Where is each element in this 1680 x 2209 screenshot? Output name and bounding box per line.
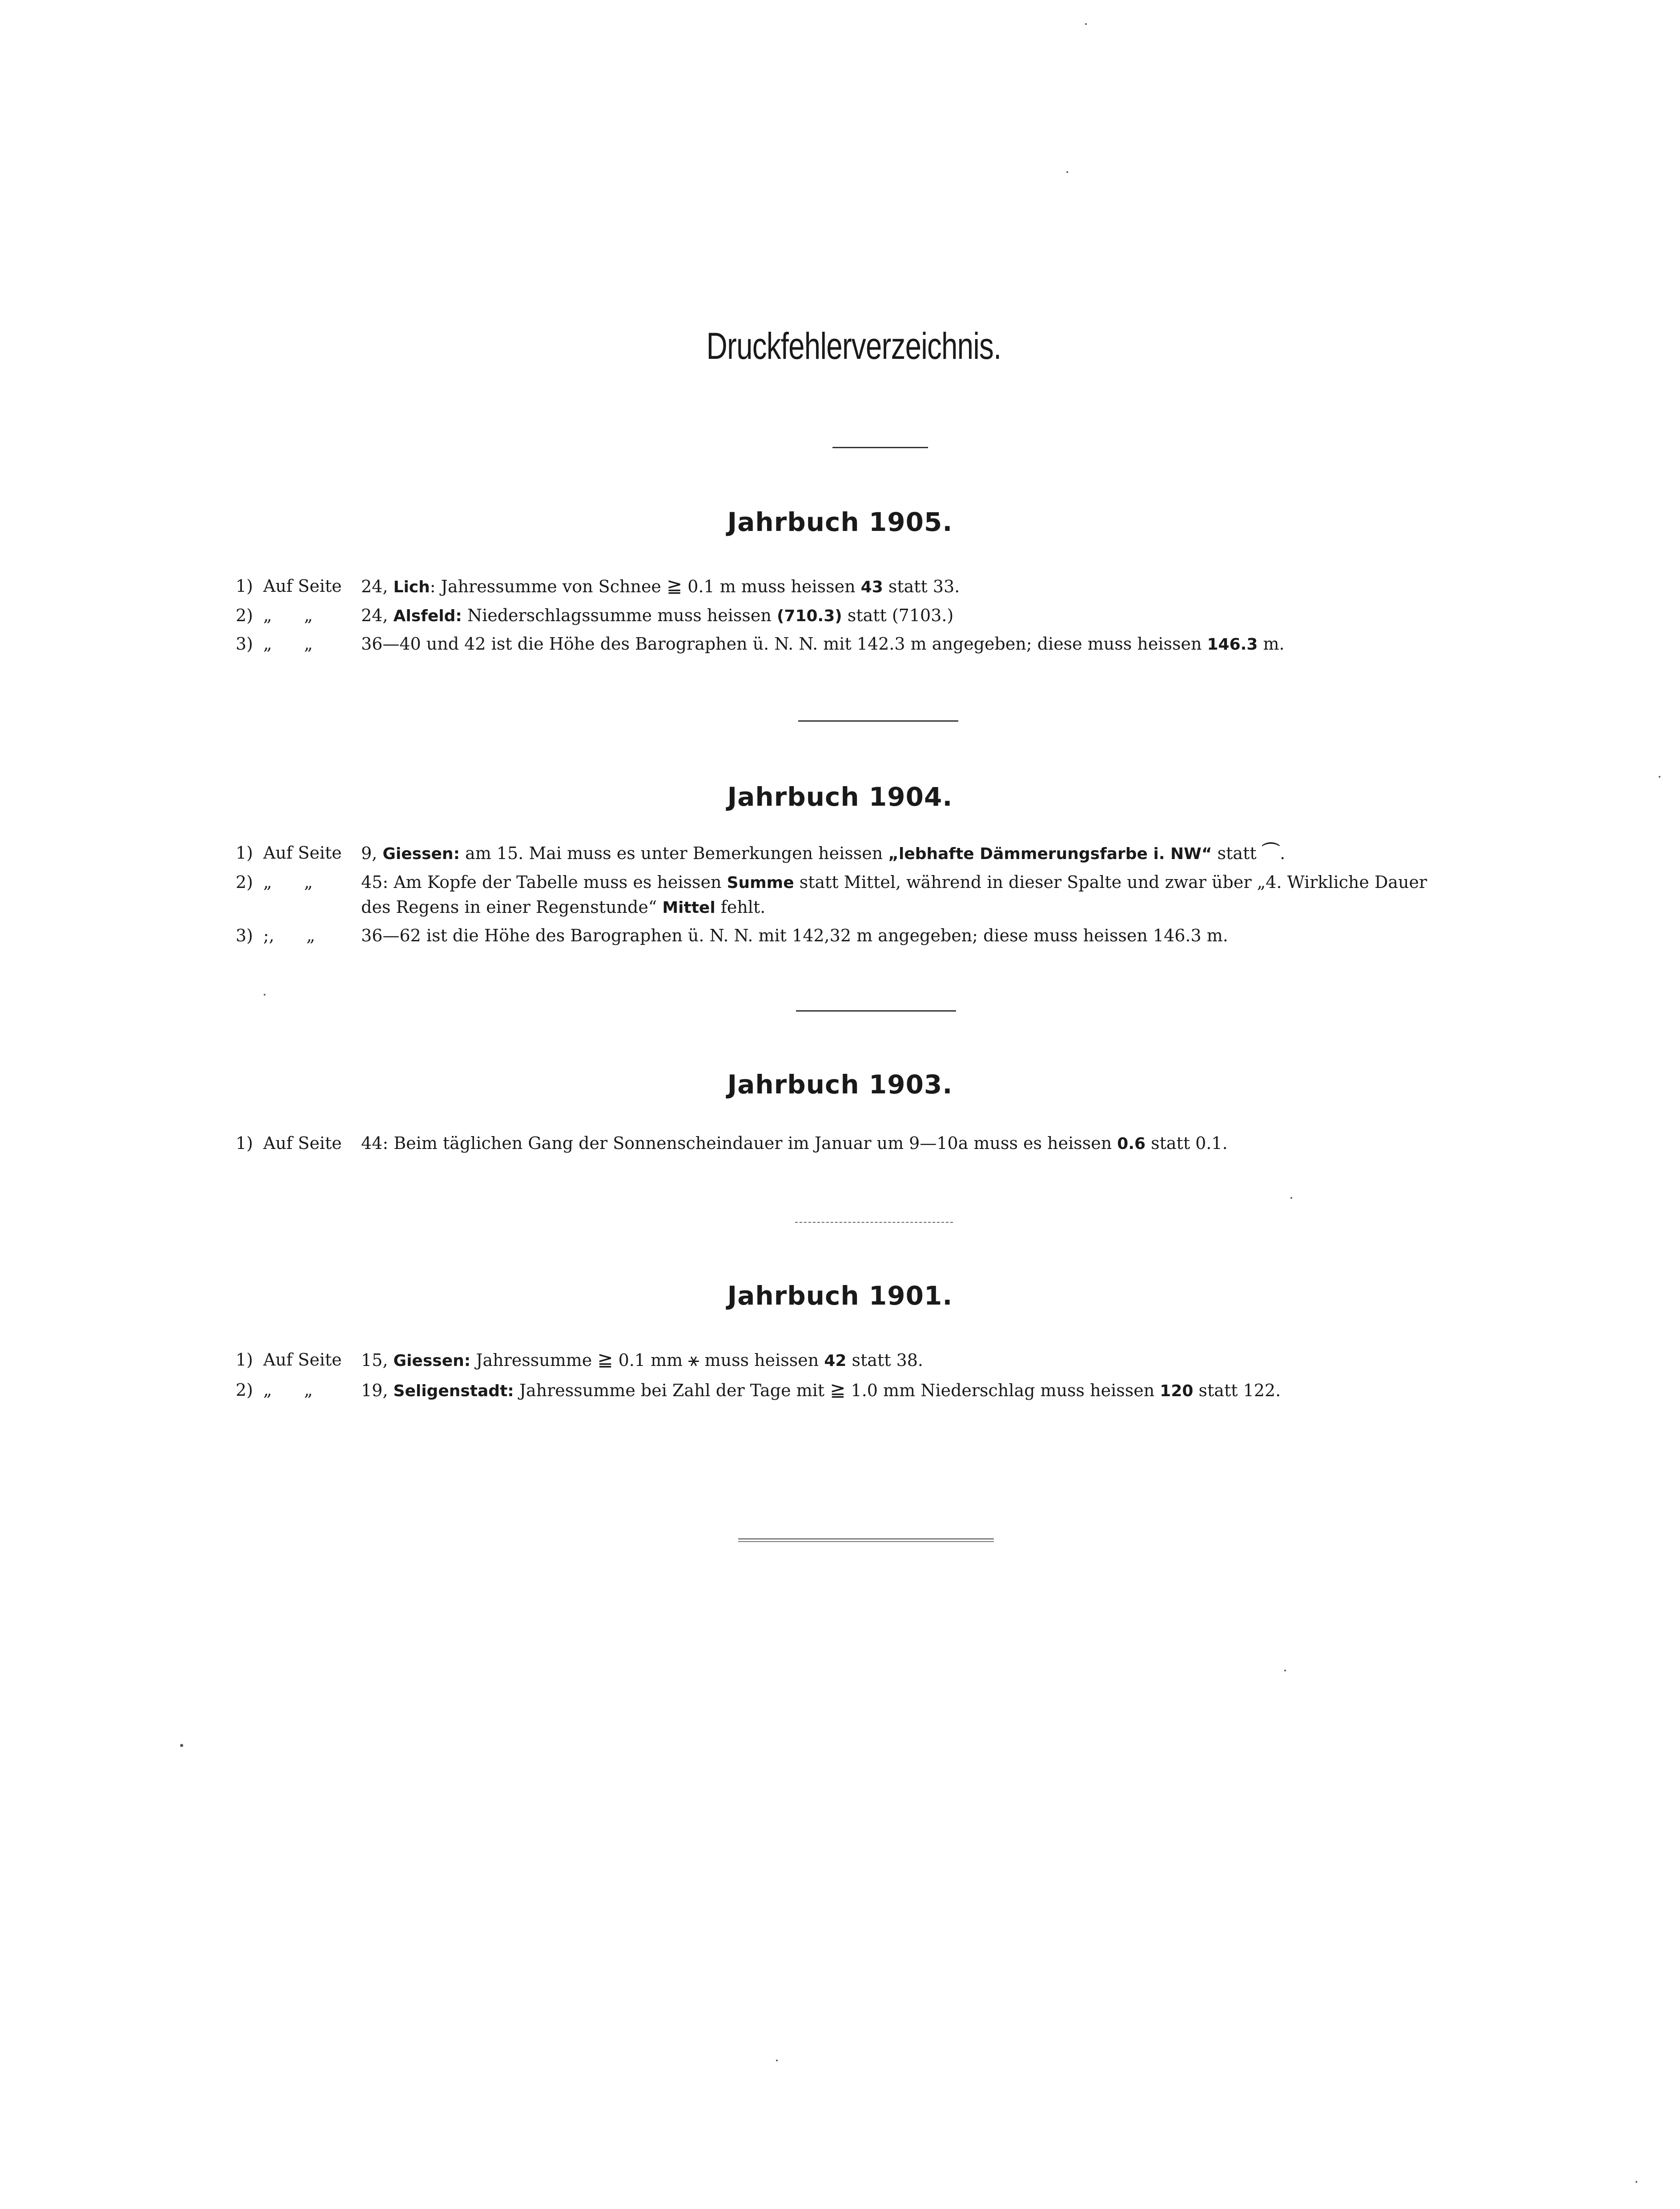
divider-1903 (795, 1222, 953, 1223)
scan-speck (1659, 776, 1660, 778)
divider-1904 (796, 1010, 956, 1012)
greater-equal-icon: ≧ (597, 1349, 613, 1370)
scan-speck (180, 1744, 183, 1747)
scan-speck (1636, 2181, 1637, 2183)
entry-page-ref: Auf Seite (263, 1133, 342, 1153)
section-heading-1905: Jahrbuch 1905. (727, 507, 953, 537)
entry-number: 1) (236, 1350, 253, 1370)
entry-continuation: des Regens in einer Regenstunde“ Mittel fehlt. (361, 897, 766, 917)
entry-number: 1) (236, 576, 253, 596)
entry-page-ref: Auf Seite (263, 1350, 342, 1370)
entry-page-ref: ;, „ (263, 926, 315, 945)
twilight-arc-icon: ⏜ (1262, 842, 1280, 864)
entry-page-ref: Auf Seite (263, 843, 342, 863)
entry-content: 36—40 und 42 ist die Höhe des Barographen ü. N. N. mit 142.3 m angegeben; diese muss heissen 146.3 m. (361, 634, 1285, 654)
entry-number: 2) (236, 1380, 253, 1400)
entry-number: 1) (236, 1133, 253, 1153)
page-title: Druckfehlerverzeichnis. (706, 325, 1001, 367)
greater-equal-icon: ≧ (830, 1379, 846, 1401)
section-heading-1901: Jahrbuch 1901. (727, 1281, 953, 1311)
entry-content: 19, Seligenstadt: Jahressumme bei Zahl der Tage mit ≧ 1.0 mm Niederschlag muss heissen 120 statt 122. (361, 1379, 1281, 1401)
snow-star-icon: ⚹ (688, 1349, 699, 1370)
entry-content: 24, Lich: Jahressumme von Schnee ≧ 0.1 m muss heissen 43 statt 33. (361, 575, 960, 597)
section-heading-1904: Jahrbuch 1904. (727, 782, 953, 812)
greater-equal-icon: ≧ (667, 575, 683, 597)
scan-speck (776, 2060, 778, 2061)
entry-number: 2) (236, 872, 253, 892)
entry-content: 9, Giessen: am 15. Mai muss es unter Bemerkungen heissen „lebhafte Dämmerungsfarbe i. NW“ statt ⏜. (361, 842, 1286, 864)
divider-title (832, 447, 928, 448)
entry-content: 36—62 ist die Höhe des Barographen ü. N. N. mit 142,32 m angegeben; diese muss heissen 146.3 m. (361, 926, 1228, 945)
scan-speck (1290, 1197, 1292, 1199)
entry-content: 24, Alsfeld: Niederschlagssumme muss heissen (710.3) statt (7103.) (361, 606, 954, 625)
entry-page-ref: „ „ (263, 634, 313, 654)
divider-end (738, 1538, 994, 1542)
divider-1905 (798, 720, 958, 722)
scan-speck (264, 994, 265, 996)
section-heading-1903: Jahrbuch 1903. (727, 1069, 953, 1100)
entry-page-ref: „ „ (263, 606, 313, 625)
scan-speck (1284, 1670, 1286, 1671)
scan-speck (1066, 171, 1068, 173)
entry-number: 1) (236, 843, 253, 863)
entry-number: 2) (236, 606, 253, 625)
entry-page-ref: Auf Seite (263, 576, 342, 596)
entry-number: 3) (236, 634, 253, 654)
entry-page-ref: „ „ (263, 1380, 313, 1400)
entry-content: 45: Am Kopfe der Tabelle muss es heissen Summe statt Mittel, während in dieser Spalte und zwar über „4. Wirkliche Dauer (361, 872, 1427, 892)
entry-content: 15, Giessen: Jahressumme ≧ 0.1 mm ⚹ muss heissen 42 statt 38. (361, 1349, 924, 1370)
entry-number: 3) (236, 926, 253, 945)
entry-content: 44: Beim täglichen Gang der Sonnenscheindauer im Januar um 9—10a muss es heissen 0.6 statt 0.1. (361, 1133, 1228, 1153)
scan-speck (1085, 23, 1087, 25)
entry-page-ref: „ „ (263, 872, 313, 892)
